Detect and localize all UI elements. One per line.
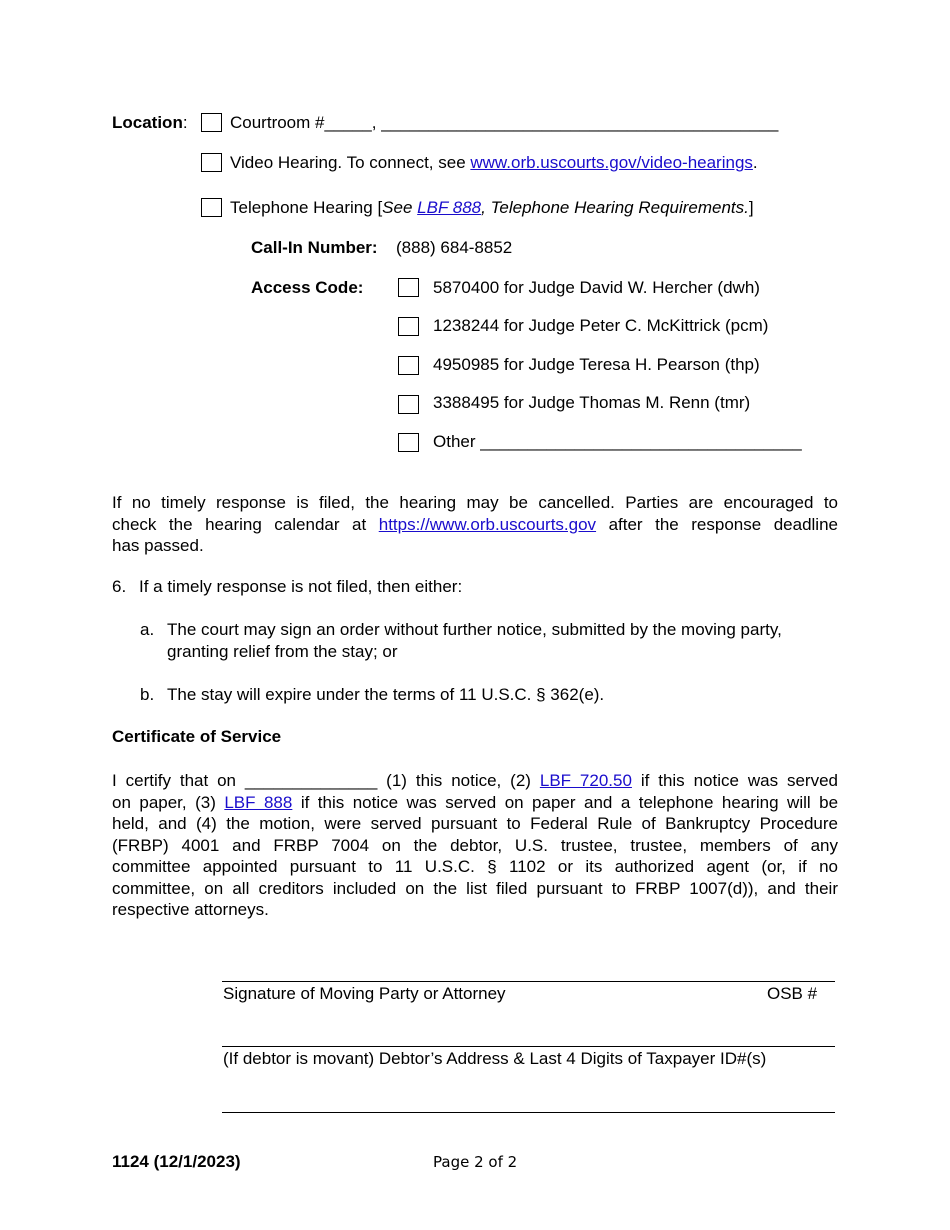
certificate-line-5: committee appointed pursuant to 11 U.S.C. § 1102 or its authorized agent (or, if no: [112, 857, 838, 876]
location-colon: :: [182, 113, 188, 132]
osb-label: OSB #: [767, 984, 818, 1003]
blank-signature-line: [222, 1112, 835, 1113]
item-6a-label: a.: [140, 620, 155, 639]
telephone-hearing-checkbox[interactable]: [201, 198, 222, 217]
notice-line-2: [112, 514, 838, 536]
access-code-checkbox-dwh[interactable]: [398, 278, 419, 297]
form-id: 1124 (12/1/2023): [112, 1152, 241, 1171]
certificate-line-1-pre: I certify that on ______________ (1) this notice, (2): [112, 771, 540, 790]
notice-line-3: has passed.: [112, 536, 204, 555]
access-code-dwh: 5870400 for Judge David W. Hercher (dwh): [433, 278, 760, 297]
access-code-checkbox-tmr[interactable]: [398, 395, 419, 414]
certificate-line-2: [112, 792, 838, 814]
notice-line-1: If no timely response is filed, the hearing may be cancelled. Parties are encouraged to: [112, 493, 838, 512]
debtor-address-label: (If debtor is movant) Debtor’s Address & Last 4 Digits of Taxpayer ID#(s): [223, 1049, 767, 1068]
access-code-label: Access Code:: [251, 278, 364, 297]
certificate-line-2-post: if this notice was served on paper and a telephone hearing will be: [292, 792, 839, 812]
access-code-thp: 4950985 for Judge Teresa H. Pearson (thp): [433, 355, 760, 374]
lbf-888-cert-link[interactable]: LBF 888: [224, 792, 293, 812]
telephone-prefix: Telephone Hearing [: [230, 198, 383, 217]
notice-line-2-pre: check the hearing calendar at: [112, 514, 379, 534]
callin-number: (888) 684-8852: [396, 238, 513, 257]
video-period: .: [752, 153, 758, 172]
video-hearing-checkbox[interactable]: [201, 153, 222, 172]
orb-uscourts-link[interactable]: https://www.orb.uscourts.gov: [378, 514, 597, 534]
certificate-line-4: (FRBP) 4001 and FRBP 7004 on the debtor, U.S. trustee, trustee, members of any: [112, 835, 838, 855]
certificate-line-2-pre: on paper, (3): [112, 792, 225, 812]
debtor-address-line: [222, 1046, 835, 1047]
access-code-other: Other __________________________________: [433, 432, 802, 451]
lbf-720-50-link[interactable]: LBF 720.50: [539, 771, 632, 790]
certificate-heading: Certificate of Service: [112, 727, 282, 746]
item-6a-line-1: The court may sign an order without further notice, submitted by the moving party,: [167, 620, 782, 639]
access-code-checkbox-pcm[interactable]: [398, 317, 419, 336]
item-6-text: If a timely response is not filed, then either:: [139, 577, 463, 596]
certificate-line-3: held, and (4) the motion, were served pursuant to Federal Rule of Bankruptcy Procedure: [112, 814, 838, 833]
courtroom-text: Courtroom #_____, __________________________________________: [230, 113, 779, 132]
signature-label: Signature of Moving Party or Attorney: [223, 984, 506, 1003]
certificate-line-7: respective attorneys.: [112, 900, 269, 919]
item-6a-line-2: granting relief from the stay; or: [167, 642, 398, 661]
telephone-hearing-row: [230, 198, 754, 218]
certificate-line-1: [112, 770, 838, 792]
item-6b-text: The stay will expire under the terms of 11 U.S.C. § 362(e).: [167, 685, 605, 704]
no-response-paragraph: [112, 492, 838, 557]
courtroom-checkbox[interactable]: [201, 113, 222, 132]
telephone-close: ]: [748, 198, 754, 217]
lbf-888-link[interactable]: LBF 888: [417, 198, 482, 217]
page-number: Page 2 of 2: [433, 1153, 518, 1171]
callin-label: Call-In Number:: [251, 238, 378, 257]
video-hearings-link[interactable]: www.orb.uscourts.gov/video-hearings: [470, 153, 753, 172]
location-label-row: [112, 113, 188, 133]
telephone-requirements: , Telephone Hearing Requirements.: [481, 198, 749, 217]
video-hearing-row: [230, 153, 758, 173]
certificate-line-6: committee, on all creditors included on the list filed pursuant to FRBP 1007(d)), and their: [112, 878, 838, 898]
certificate-paragraph: [112, 770, 838, 921]
item-6b-label: b.: [140, 685, 155, 704]
access-code-checkbox-other[interactable]: [398, 433, 419, 452]
location-label: Location: [112, 113, 183, 132]
notice-line-2-post: after the response deadline: [596, 514, 838, 534]
video-hearing-text: Video Hearing. To connect, see: [230, 153, 471, 172]
item-6-number: 6.: [112, 577, 127, 596]
certificate-line-1-post: if this notice was served: [631, 771, 838, 790]
telephone-see: See: [382, 198, 418, 217]
signature-line: [222, 981, 835, 982]
access-code-checkbox-thp[interactable]: [398, 356, 419, 375]
access-code-tmr: 3388495 for Judge Thomas M. Renn (tmr): [433, 393, 751, 412]
access-code-pcm: 1238244 for Judge Peter C. McKittrick (pcm): [433, 316, 769, 335]
